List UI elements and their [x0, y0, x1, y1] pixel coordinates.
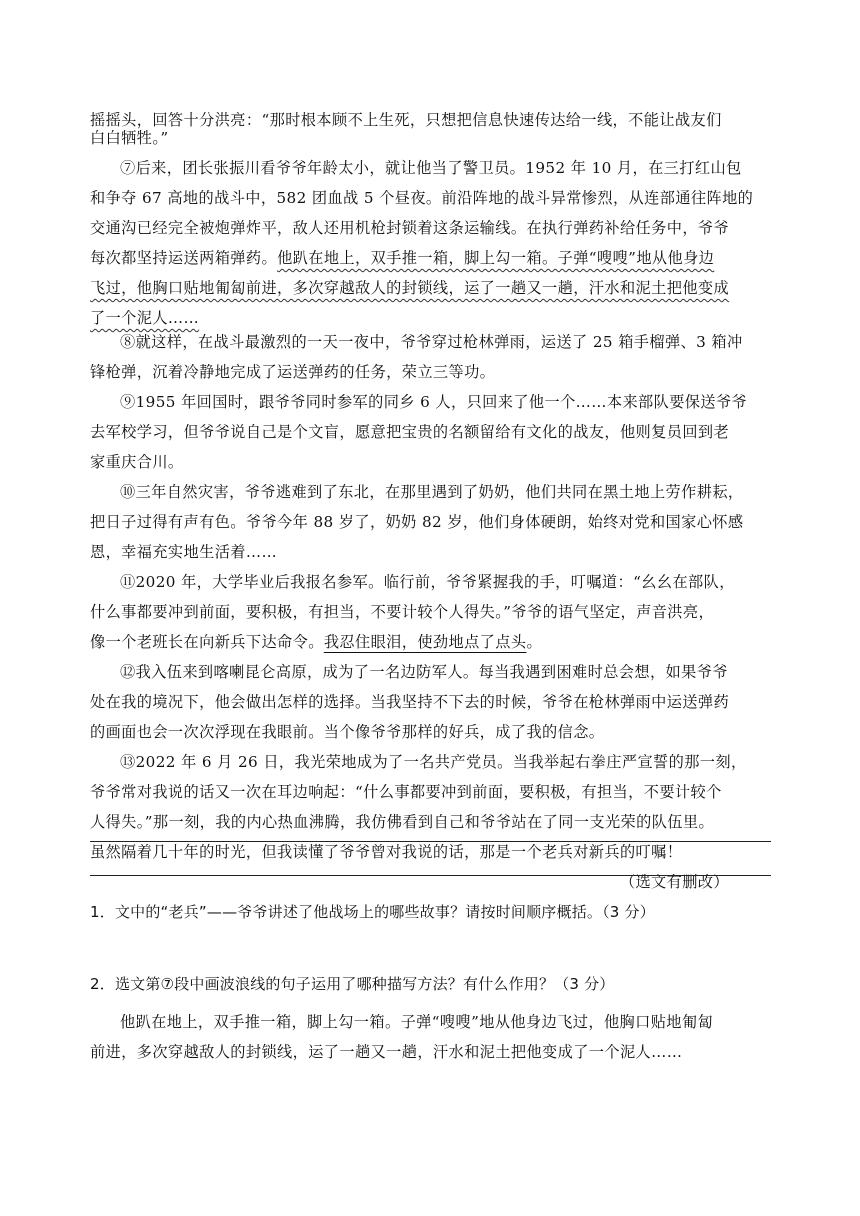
answer-line[interactable]	[90, 841, 771, 842]
paragraph-7-line: ⑦后来，团长张振川看爷爷年龄太小，就让他当了警卫员。1952 年 10 月，在三打红山包	[120, 159, 742, 177]
paragraph-13-line: ⑬2022 年 6 月 26 日，我光荣地成为了一名共产党员。当我举起右拳庄严宣誓的那一刻，	[120, 753, 747, 771]
paragraph-12-line: 处在我的境况下，他会做出怎样的选择。当我坚持不下去的时候，爷爷在枪林弹雨中运送弹药	[90, 693, 730, 711]
paragraph-13-line: 虽然隔着几十年的时光，但我读懂了爷爷曾对我说的话，那是一个老兵对新兵的叮嘱！	[90, 843, 683, 861]
plain-text: 每次都坚持运送两箱弹药。	[90, 249, 278, 267]
wavy-underlined-sentence: 飞过，他胸口贴地匍匐前进，多次穿越敌人的封锁线，运了一趟又一趟，汗水和泥土把他变成	[90, 279, 730, 297]
paragraph-7-line: 和争夺 67 高地的战斗中，582 团血战 5 个昼夜。前沿阵地的战斗异常惨烈，从连部通往阵地的	[90, 189, 754, 207]
paragraph-10-line: 把日子过得有声有色。爷爷今年 88 岁了，奶奶 82 岁，他们身体硬朗，始终对党和国家心怀感	[90, 513, 744, 531]
plain-text: 。	[526, 633, 543, 651]
paragraph-13-line: 爷爷常对我说的话又一次在耳边响起：“什么事都要冲到前面，要积极，有担当，不要计较个	[90, 783, 722, 801]
paragraph-9-line: 去军校学习，但爷爷说自己是个文盲，愿意把宝贵的名额留给有文化的战友，他则复员回到老	[90, 423, 730, 441]
paragraph-10-line: ⑩三年自然灾害，爷爷逃难到了东北，在那里遇到了奶奶，他们共同在黑土地上劳作耕耘，	[120, 483, 744, 501]
quoted-sentence-line: 前进，多次穿越敌人的封锁线，运了一趟又一趟，汗水和泥土把他变成了一个泥人……	[90, 1043, 683, 1061]
underlined-sentence: 我忍住眼泪，使劲地点了点头	[323, 633, 527, 651]
quoted-sentence-line: 他趴在地上，双手推一箱，脚上勾一箱。子弹“嗖嗖”地从他身边飞过，他胸口贴地匍匐	[120, 1013, 714, 1031]
paragraph-line: 白白牺牲。”	[90, 129, 169, 147]
paragraph-8-line: ⑧就这样，在战斗最激烈的一天一夜中，爷爷穿过枪林弹雨，运送了 25 箱手榴弹、3 箱冲	[120, 333, 743, 351]
plain-text: 像一个老班长在向新兵下达命令。	[90, 633, 324, 651]
paragraph-10-line: 恩，幸福充实地生活着……	[90, 543, 278, 561]
paragraph-11-line: 什么事都要冲到前面，要积极，有担当，不要计较个人得失。”爷爷的语气坚定，声音洪亮，	[90, 603, 715, 621]
paragraph-8-line: 锋枪弹，沉着冷静地完成了运送弹药的任务，荣立三等功。	[90, 363, 496, 381]
paragraph-12-line: 的画面也会一次次浮现在我眼前。当个像爷爷那样的好兵，成了我的信念。	[90, 723, 605, 741]
paragraph-7-line: 交通沟已经完全被炮弹炸平，敌人还用机枪封锁着这条运输线。在执行弹药补给任务中，爷爷	[90, 219, 730, 237]
paragraph-13-line: 人得失。”那一刻，我的内心热血沸腾，我仿佛看到自己和爷爷站在了同一支光荣的队伍里。	[90, 813, 715, 831]
question-2: 2．选文第⑦段中画波浪线的句子运用了哪种描写方法？有什么作用？（3 分）	[90, 975, 615, 993]
wavy-underlined-sentence: 了一个泥人……	[90, 309, 200, 327]
wavy-underlined-sentence: 他趴在地上，双手推一箱，脚上勾一箱。子弹“嗖嗖”地从他身边	[277, 249, 715, 267]
paragraph-9-line: 家重庆合川。	[90, 453, 184, 471]
paragraph-11-line: ⑪2020 年，大学毕业后我报名参军。临行前，爷爷紧握我的手，叮嘱道：“幺幺在部队，	[120, 573, 735, 591]
question-1: 1．文中的“老兵”——爷爷讲述了他战场上的哪些故事？请按时间顺序概括。（3 分）	[90, 903, 655, 921]
paragraph-9-line: ⑨1955 年回国时，跟爷爷同时参军的同乡 6 人，只回来了他一个……本来部队要保送爷爷	[120, 393, 748, 411]
paragraph-12-line: ⑫我入伍来到喀喇昆仑高原，成为了一名边防军人。每当我遇到困难时总会想，如果爷爷	[120, 663, 728, 681]
answer-line[interactable]	[90, 875, 771, 876]
paragraph-line: 摇摇头，回答十分洪亮：“那时根本顾不上生死，只想把信息快速传达给一线，不能让战友们	[90, 111, 722, 129]
source-note: （选文有删改）	[619, 873, 729, 891]
